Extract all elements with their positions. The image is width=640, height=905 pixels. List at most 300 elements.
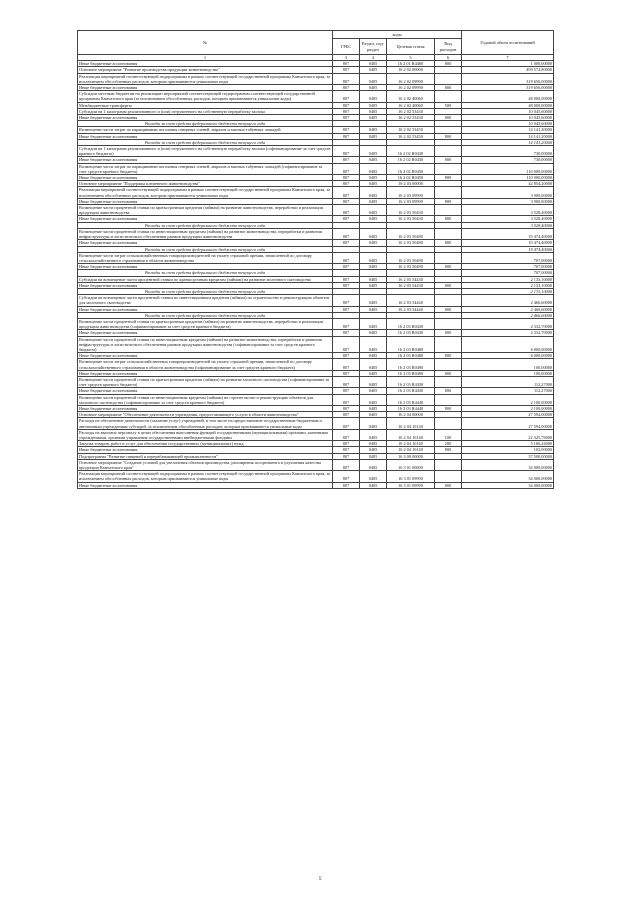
row-name: Иные бюджетные ассигнования <box>78 240 333 246</box>
table-row <box>78 336 554 353</box>
row-razdel: 0405 <box>360 127 387 133</box>
row-grbs: 807 <box>333 441 360 447</box>
row-amount: 2 133,10000 <box>462 282 554 288</box>
row-grbs: 807 <box>333 482 360 488</box>
row-target: 16 2 03 50430 <box>387 205 435 216</box>
row-name: Иные бюджетные ассигнования <box>78 353 333 359</box>
row-name: Иные бюджетные ассигнования <box>78 482 333 488</box>
row-amount: 2 466,60000 <box>462 295 554 306</box>
row-vid: 800 <box>435 330 462 336</box>
row-vid <box>435 187 462 198</box>
row-name: Иные бюджетные ассигнования <box>78 175 333 181</box>
row-target: 16 2 02 R0450 <box>387 163 435 174</box>
row-name: Иные бюджетные ассигнования <box>78 306 333 312</box>
row-target: 16 2 02 00000 <box>387 67 435 73</box>
row-razdel: 0405 <box>360 459 387 470</box>
row-grbs: 807 <box>333 133 360 139</box>
row-razdel: 0405 <box>360 61 387 67</box>
row-vid: 200 <box>435 441 462 447</box>
row-target: 16 2 02 53450 <box>387 133 435 139</box>
row-name: Иные бюджетные ассигнования <box>78 133 333 139</box>
table-row <box>78 252 554 263</box>
row-vid: 800 <box>435 216 462 222</box>
row-amount: 2 100,00000 <box>462 394 554 405</box>
row-name: Возмещение части затрат сельскохозяйственных товаропроизводителей на уплату страховой премии, начисленной по договору сельскохозяйственного страхования в области животноводства <box>78 252 333 263</box>
row-target: 16 2 03 54430 <box>387 276 435 282</box>
row-razdel: 0405 <box>360 91 387 102</box>
row-amount: 48 000,00000 <box>462 102 554 108</box>
row-grbs: 807 <box>333 471 360 482</box>
row-target: 16 2 03 R0480 <box>387 336 435 353</box>
row-amount: 2 133,10000 <box>462 276 554 282</box>
row-target: 16 2 03 50430 <box>387 216 435 222</box>
row-name: Иные бюджетные ассигнования <box>78 282 333 288</box>
row-vid: 800 <box>435 447 462 453</box>
row-vid: 800 <box>435 388 462 394</box>
row-target: 16 2 02 R0430 <box>387 157 435 163</box>
row-name: Расходы за счет средств федерального бюджета текущего года <box>78 246 333 252</box>
table-row <box>78 482 554 488</box>
row-grbs: 807 <box>333 264 360 270</box>
row-name: Иные бюджетные ассигнования <box>78 405 333 411</box>
row-name: Основное мероприятие "Поддержка племенного животноводства" <box>78 181 333 187</box>
row-amount: 42 854,20000 <box>462 181 554 187</box>
row-amount: 2 466,60000 <box>462 306 554 312</box>
row-amount: 27 594,00000 <box>462 418 554 429</box>
row-amount: 34 000,00000 <box>462 471 554 482</box>
row-vid: 100 <box>435 429 462 440</box>
row-vid: 800 <box>435 264 462 270</box>
row-name: Иные бюджетные ассигнования <box>78 330 333 336</box>
row-razdel: 0405 <box>360 85 387 91</box>
row-target: 16 2 02 53430 <box>387 108 435 114</box>
row-name: Возмещение части процентной ставки по краткосрочным кредитам (займам) на развитие животноводства, переработки и реализации продукции животноводства (софинансирование за счет средств краевого бюджета) <box>78 318 333 329</box>
row-grbs: 807 <box>333 353 360 359</box>
row-amount: 6 000,00000 <box>462 353 554 359</box>
table-row <box>78 459 554 470</box>
row-razdel: 0405 <box>360 482 387 488</box>
budget-document-page <box>77 30 553 489</box>
row-vid: 800 <box>435 482 462 488</box>
row-amount: 10 045,60000 <box>462 115 554 121</box>
table-row <box>78 359 554 370</box>
row-name: Иные бюджетные ассигнования <box>78 115 333 121</box>
row-razdel: 0405 <box>360 388 387 394</box>
row-vid <box>435 359 462 370</box>
row-target: 16 2 02 53450 <box>387 127 435 133</box>
row-grbs: 807 <box>333 240 360 246</box>
row-amount: 3 528,40000 <box>462 216 554 222</box>
row-amount: 3 528,40000 <box>462 205 554 216</box>
row-target: 16 2 03 R4440 <box>387 405 435 411</box>
row-target: 16 2 03 50480 <box>387 240 435 246</box>
row-grbs: 807 <box>333 359 360 370</box>
row-name: Субсидии на возмещение части процентной ставки по инвестиционным кредитам (займам) на строительство и реконструкцию объектов для молочного скотоводства <box>78 295 333 306</box>
row-razdel: 0405 <box>360 353 387 359</box>
row-amount: 6 000,00000 <box>462 336 554 353</box>
row-razdel: 0405 <box>360 295 387 306</box>
row-razdel: 0405 <box>360 376 387 387</box>
row-target: 16 2 03 50480 <box>387 228 435 239</box>
row-name: Основное мероприятие "Создание условий для увеличения объемов производства, расширения ассортимента и улучшения качества продукции Камчатского края" <box>78 459 333 470</box>
row-name: Реализация мероприятий соответствующей подпрограммы в рамках соответствующей государственной программы Камчатского края, за исключением обособленных расходов, которым присваиваются уникальные коды <box>78 73 333 84</box>
row-amount: 3 900,00000 <box>462 198 554 204</box>
row-vid: 800 <box>435 282 462 288</box>
table-row <box>78 394 554 405</box>
row-target: 16 2 03 R4430 <box>387 388 435 394</box>
row-name: Возмещение части затрат по наращиванию поголовья северных оленей, маралов и мясных табунных лошадей (софинансирование за счет средств краевого бюджета) <box>78 163 333 174</box>
row-grbs: 807 <box>333 85 360 91</box>
row-grbs: 807 <box>333 175 360 181</box>
table-row <box>78 146 554 157</box>
row-vid: 800 <box>435 175 462 181</box>
row-amount: 27 594,00000 <box>462 412 554 418</box>
table-row <box>78 205 554 216</box>
row-razdel: 0405 <box>360 441 387 447</box>
row-amount: 707,00000 <box>462 270 554 276</box>
row-razdel: 0405 <box>360 187 387 198</box>
header-vid: Вид расходов <box>435 39 462 55</box>
row-razdel: 0405 <box>360 115 387 121</box>
row-target: 16 2 03 50490 <box>387 264 435 270</box>
row-vid: 800 <box>435 240 462 246</box>
row-amount: 112,27000 <box>462 376 554 387</box>
row-razdel: 0405 <box>360 318 387 329</box>
row-name: Расходы за счет средств федерального бюджета текущего года <box>78 121 333 127</box>
header-index-1: 1 <box>78 55 333 61</box>
row-razdel: 0405 <box>360 264 387 270</box>
row-target: 16 2 02 09990 <box>387 73 435 84</box>
table-row <box>78 295 554 306</box>
row-grbs: 807 <box>333 418 360 429</box>
row-target: 16 2 03 R0430 <box>387 330 435 336</box>
row-amount: 730,00000 <box>462 146 554 157</box>
row-name: Подпрограмма "Развитие пищевой и перерабатывающей промышленности" <box>78 453 333 459</box>
row-name: Иные бюджетные ассигнования <box>78 157 333 163</box>
row-vid: 500 <box>435 102 462 108</box>
row-name: Расходы за счет средств федерального бюджета текущего года <box>78 222 333 228</box>
row-vid: 800 <box>435 405 462 411</box>
row-grbs: 807 <box>333 163 360 174</box>
row-razdel: 0405 <box>360 336 387 353</box>
row-vid <box>435 336 462 353</box>
row-name: Возмещение части процентной ставки по инвестиционным кредитам (займам) на строительство и реконструкцию объектов для молочного скотоводства (софинансирование за счет средств краевого бюджета) <box>78 394 333 405</box>
row-name: Иные бюджетные ассигнования <box>78 447 333 453</box>
row-razdel: 0405 <box>360 447 387 453</box>
row-name: Иные бюджетные ассигнования <box>78 370 333 376</box>
row-target: 16 2 02 09990 <box>387 85 435 91</box>
row-razdel: 0405 <box>360 306 387 312</box>
row-grbs: 807 <box>333 146 360 157</box>
page-number: 5 <box>318 876 322 882</box>
row-razdel: 0405 <box>360 175 387 181</box>
row-vid <box>435 318 462 329</box>
row-target: 16 2 04 10140 <box>387 418 435 429</box>
row-grbs: 807 <box>333 276 360 282</box>
row-target: 16 2 03 R0480 <box>387 353 435 359</box>
row-target: 16 3 00 00000 <box>387 453 435 459</box>
row-target: 16 2 03 54440 <box>387 295 435 306</box>
row-grbs: 807 <box>333 127 360 133</box>
row-name: Возмещение части процентной ставки по краткосрочным кредитам (займам) на развитие животноводства, переработки и реализации продукции животноводства <box>78 205 333 216</box>
row-grbs: 807 <box>333 73 360 84</box>
row-razdel: 0405 <box>360 453 387 459</box>
row-name: Расходы на выплаты персоналу в целях обеспечения выполнения функций государственными (муниципальными) органами, казенными учреждениями, органами управления государственными внебюджетными фондами <box>78 429 333 440</box>
row-amount: 5 166,24000 <box>462 441 554 447</box>
table-row <box>78 228 554 239</box>
row-target: 16 2 03 09990 <box>387 198 435 204</box>
row-grbs: 807 <box>333 282 360 288</box>
row-target: 16 2 04 00000 <box>387 412 435 418</box>
table-row <box>78 429 554 440</box>
row-name: Реализация мероприятий соответствующей подпрограммы в рамках соответствующей государственной программы Камчатского края, за исключением обособленных расходов, которым присваиваются уникальные коды <box>78 187 333 198</box>
row-razdel: 0405 <box>360 198 387 204</box>
row-target: 16 2 03 R0430 <box>387 318 435 329</box>
row-target: 16 2 02 40060 <box>387 102 435 108</box>
row-target: 16 2 02 R0430 <box>387 146 435 157</box>
row-target: 16 2 03 54440 <box>387 306 435 312</box>
row-vid: 800 <box>435 306 462 312</box>
row-grbs: 807 <box>333 318 360 329</box>
row-name: Расходы за счет средств федерального бюджета текущего года <box>78 270 333 276</box>
row-amount: 730,00000 <box>462 157 554 163</box>
row-name: Расходы за счет средств федерального бюджета текущего года <box>78 312 333 318</box>
row-amount: 2 332,70000 <box>462 318 554 329</box>
row-grbs: 807 <box>333 429 360 440</box>
row-razdel: 0405 <box>360 429 387 440</box>
row-razdel: 0405 <box>360 276 387 282</box>
row-vid <box>435 418 462 429</box>
row-razdel: 0405 <box>360 102 387 108</box>
row-name: Возмещение части процентной ставки по инвестиционным кредитам (займам) на развитие животноводства, переработки и развития инфраструктуры и логистического обеспечения рынков продукции животноводства <box>78 228 333 239</box>
row-target: 16 2 03 09990 <box>387 187 435 198</box>
row-amount: 319 656,00000 <box>462 73 554 84</box>
row-vid: 800 <box>435 133 462 139</box>
row-amount: 1 000,00000 <box>462 61 554 67</box>
row-amount: 112,27000 <box>462 388 554 394</box>
table-body <box>78 61 554 489</box>
row-razdel: 0405 <box>360 282 387 288</box>
row-razdel: 0405 <box>360 146 387 157</box>
header-codes: коды <box>333 31 462 39</box>
row-name: Субсидии местным бюджетам на реализацию мероприятий соответствующей подпрограммы соответствующей государственной программы Камчатского края (за исключением обособленных расходов, которым присваиваются уникальные коды) <box>78 91 333 102</box>
row-name: Субсидии на 1 килограмм реализованного и (или) отгруженного на собственную переработку молока <box>78 108 333 114</box>
row-name: Межбюджетные трансферты <box>78 102 333 108</box>
row-name: Закупка товаров, работ и услуг для обеспечения государственных (муниципальных) нужд <box>78 441 333 447</box>
row-target: 16 2 02 R0450 <box>387 175 435 181</box>
table-row <box>78 418 554 429</box>
row-amount: 499 572,80000 <box>462 67 554 73</box>
row-name: Иные бюджетные ассигнования <box>78 61 333 67</box>
row-target: 16 2 02 40060 <box>387 91 435 102</box>
row-vid <box>435 376 462 387</box>
row-amount: 2 133,10000 <box>462 288 554 294</box>
row-amount: 37 500,00000 <box>462 453 554 459</box>
row-razdel: 0405 <box>360 216 387 222</box>
row-razdel: 0405 <box>360 133 387 139</box>
row-razdel: 0405 <box>360 330 387 336</box>
row-name: Иные бюджетные ассигнования <box>78 388 333 394</box>
row-target: 16 2 04 10140 <box>387 441 435 447</box>
row-grbs: 807 <box>333 67 360 73</box>
row-name: Основное мероприятие "Обеспечение деятельности учреждения, предоставляющего услуги в области животноводства" <box>78 412 333 418</box>
row-grbs: 807 <box>333 205 360 216</box>
row-amount: 10 045,60000 <box>462 121 554 127</box>
row-razdel: 0405 <box>360 359 387 370</box>
row-name: Субсидии на возмещение части процентной ставки по краткосрочным кредитам (займам) на развитие молочного скотоводства <box>78 276 333 282</box>
header-razdel: Раздел, под-раздел <box>360 39 387 55</box>
row-name: Иные бюджетные ассигнования <box>78 216 333 222</box>
row-grbs: 807 <box>333 228 360 239</box>
row-razdel: 0405 <box>360 471 387 482</box>
row-razdel: 0405 <box>360 108 387 114</box>
row-amount: 10 045,60000 <box>462 108 554 114</box>
row-razdel: 0405 <box>360 394 387 405</box>
row-amount: 14 141,20000 <box>462 139 554 145</box>
row-target: 16 2 03 R0490 <box>387 359 435 370</box>
row-vid: 800 <box>435 85 462 91</box>
row-razdel: 0405 <box>360 418 387 429</box>
table-row <box>78 376 554 387</box>
row-amount: 2 332,70000 <box>462 330 554 336</box>
row-grbs: 807 <box>333 388 360 394</box>
row-target: 16 2 04 10140 <box>387 447 435 453</box>
row-target: 16 3 01 00000 <box>387 459 435 470</box>
row-name: Возмещение части затрат сельскохозяйственных товаропроизводителей на уплату страховой премии, начисленной по договору сельскохозяйственного страхования в области животноводства (софинансирование за счет средств краевого бюджета) <box>78 359 333 370</box>
row-vid <box>435 471 462 482</box>
row-grbs: 807 <box>333 216 360 222</box>
row-grbs: 807 <box>333 115 360 121</box>
row-name: Основное мероприятие "Развитие производства продукции животноводства" <box>78 67 333 73</box>
row-name: Иные бюджетные ассигнования <box>78 85 333 91</box>
row-target: 16 2 03 R4430 <box>387 376 435 387</box>
row-amount: 110 000,00000 <box>462 175 554 181</box>
header-index-4: 4 <box>360 55 387 61</box>
row-razdel: 0405 <box>360 67 387 73</box>
row-grbs: 807 <box>333 330 360 336</box>
row-razdel: 0405 <box>360 240 387 246</box>
row-grbs: 807 <box>333 295 360 306</box>
row-name: Возмещение части затрат по наращиванию поголовья северных оленей, маралов и мясных табунных лошадей <box>78 127 333 133</box>
row-name: Субсидии на 1 килограмм реализованного и (или) отгруженного на собственную переработку молока (софинансирование за счет средств краевого бюджета) <box>78 146 333 157</box>
row-name: Реализация мероприятий соответствующей подпрограммы в рамках соответствующей государственной программы Камчатского края, за исключением обособленных расходов, которым присваиваются уникальные коды <box>78 471 333 482</box>
row-razdel: 0405 <box>360 205 387 216</box>
row-target: 16 2 03 R0490 <box>387 370 435 376</box>
row-vid <box>435 228 462 239</box>
row-amount: 707,00000 <box>462 264 554 270</box>
row-razdel: 0405 <box>360 73 387 84</box>
row-vid <box>435 91 462 102</box>
row-amount: 19 474,40000 <box>462 228 554 239</box>
row-amount: 14 141,20000 <box>462 127 554 133</box>
row-vid <box>435 394 462 405</box>
table-row <box>78 73 554 84</box>
row-vid <box>435 73 462 84</box>
row-razdel: 0405 <box>360 181 387 187</box>
row-razdel: 0405 <box>360 163 387 174</box>
row-razdel: 0405 <box>360 252 387 263</box>
row-amount: 34 000,00000 <box>462 482 554 488</box>
table-header <box>78 31 554 61</box>
header-number: № <box>78 31 333 55</box>
row-name: Возмещение части процентной ставки по краткосрочным кредитам (займам) на развитие молочного скотоводства (софинансирование за счет средств краевого бюджета) <box>78 376 333 387</box>
row-grbs: 807 <box>333 336 360 353</box>
row-amount: 2 466,60000 <box>462 312 554 318</box>
row-grbs: 807 <box>333 394 360 405</box>
row-grbs: 807 <box>333 187 360 198</box>
row-target: 16 3 01 09990 <box>387 471 435 482</box>
row-target: 16 2 03 00000 <box>387 181 435 187</box>
row-grbs: 807 <box>333 447 360 453</box>
header-index-7: 7 <box>462 55 554 61</box>
row-amount: 22 325,76000 <box>462 429 554 440</box>
row-amount: 100,00000 <box>462 370 554 376</box>
row-target: 16 2 03 50490 <box>387 252 435 263</box>
row-vid: 800 <box>435 353 462 359</box>
row-grbs: 807 <box>333 459 360 470</box>
row-name: Иные бюджетные ассигнования <box>78 264 333 270</box>
row-grbs: 807 <box>333 412 360 418</box>
row-amount: 19 474,40000 <box>462 240 554 246</box>
row-grbs: 807 <box>333 91 360 102</box>
row-amount: 19 474,40000 <box>462 246 554 252</box>
row-razdel: 0405 <box>360 412 387 418</box>
row-vid <box>435 459 462 470</box>
row-amount: 102,00000 <box>462 447 554 453</box>
row-vid: 800 <box>435 115 462 121</box>
row-vid: 800 <box>435 61 462 67</box>
row-razdel: 0405 <box>360 157 387 163</box>
row-amount: 707,00000 <box>462 252 554 263</box>
header-grbs: ГРБС <box>333 39 360 55</box>
row-vid: 800 <box>435 157 462 163</box>
header-index-6: 6 <box>435 55 462 61</box>
row-vid <box>435 252 462 263</box>
row-name: Расходы за счет средств федерального бюджета текущего года <box>78 288 333 294</box>
row-grbs: 807 <box>333 405 360 411</box>
row-amount: 48 000,00000 <box>462 91 554 102</box>
table-row <box>78 471 554 482</box>
row-amount: 110 000,00000 <box>462 163 554 174</box>
table-row <box>78 163 554 174</box>
table-row <box>78 318 554 329</box>
row-amount: 3 528,40000 <box>462 222 554 228</box>
row-name: Иные бюджетные ассигнования <box>78 198 333 204</box>
row-grbs: 807 <box>333 61 360 67</box>
row-amount: 100,00000 <box>462 359 554 370</box>
row-amount: 319 656,00000 <box>462 85 554 91</box>
row-grbs: 807 <box>333 198 360 204</box>
row-name: Возмещение части процентной ставки по инвестиционным кредитам (займам) на развитие животноводства, переработки и развития инфраструктуры и логистического обеспечения рынков продукции животноводства (софинансирование за счет средств краевого бюджета) <box>78 336 333 353</box>
row-grbs: 807 <box>333 157 360 163</box>
row-vid <box>435 163 462 174</box>
row-grbs: 807 <box>333 453 360 459</box>
row-target: 16 2 03 R4440 <box>387 394 435 405</box>
row-target: 16 3 01 09990 <box>387 482 435 488</box>
row-target: 16 2 04 10140 <box>387 429 435 440</box>
row-razdel: 0405 <box>360 370 387 376</box>
row-amount: 3 900,00000 <box>462 187 554 198</box>
row-amount: 14 141,20000 <box>462 133 554 139</box>
table-row <box>78 91 554 102</box>
row-vid: 800 <box>435 198 462 204</box>
row-amount: 2 100,00000 <box>462 405 554 411</box>
row-vid <box>435 205 462 216</box>
row-vid <box>435 295 462 306</box>
budget-table <box>77 30 554 489</box>
row-grbs: 807 <box>333 252 360 263</box>
row-name: Расходы на обеспечение деятельности (оказание услуг) учреждений, в том числе на предоставление государственным бюджетным и автономным учреждениям субсидий, за исключением обособленных расходов, которым присваиваются уникальные коды <box>78 418 333 429</box>
